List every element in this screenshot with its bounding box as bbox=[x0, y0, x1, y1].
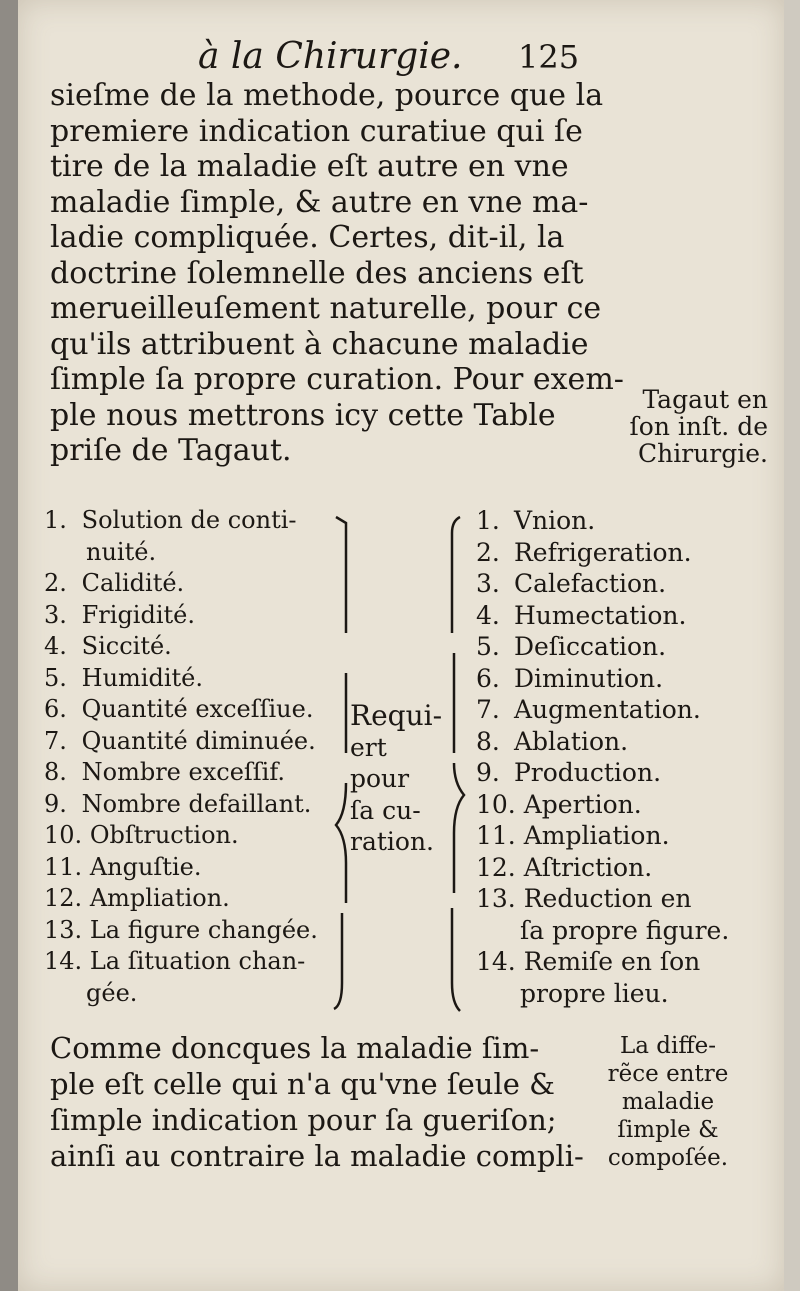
margin-note-line: La diffe- bbox=[619, 1033, 717, 1059]
item-number: 10. bbox=[44, 821, 83, 849]
text-line: ſimple ſa propre curation. Pour exem- bbox=[50, 362, 624, 397]
item-number: 11. bbox=[476, 821, 516, 850]
disease-item bbox=[44, 789, 318, 821]
cure-item bbox=[476, 757, 729, 789]
running-title: à la Chirurgie. bbox=[198, 36, 463, 77]
item-number: 2. bbox=[476, 537, 500, 567]
disease-item bbox=[44, 757, 318, 789]
item-text: Solution de conti- bbox=[81, 506, 297, 534]
disease-item bbox=[44, 820, 318, 852]
requiert-label bbox=[350, 700, 442, 858]
requiert-line: pour bbox=[350, 764, 410, 793]
margin-note-line: maladie bbox=[621, 1089, 715, 1115]
book-page bbox=[18, 0, 784, 1291]
requiert-line: ſa cu- bbox=[350, 795, 421, 825]
item-text: Anguſtie. bbox=[89, 852, 202, 881]
item-text: Siccité. bbox=[81, 632, 172, 660]
item-text: Frigidité. bbox=[81, 600, 195, 629]
text-line: ſimple indication pour ſa gueriſon; bbox=[50, 1103, 557, 1137]
cure-item bbox=[476, 600, 729, 632]
item-text: Production. bbox=[513, 758, 662, 787]
margin-note-line: Tagaut en bbox=[642, 385, 768, 414]
text-line: Comme doncques la maladie ſim- bbox=[50, 1031, 540, 1065]
item-number: 8. bbox=[44, 758, 67, 786]
cure-item bbox=[476, 820, 729, 852]
item-text: Nombre defaillant. bbox=[81, 789, 312, 818]
cure-item bbox=[476, 537, 729, 569]
cure-list bbox=[476, 505, 729, 1009]
item-number: 14. bbox=[476, 947, 516, 976]
item-number: 8. bbox=[476, 726, 500, 756]
cure-item bbox=[476, 663, 729, 695]
disease-item-continuation bbox=[44, 978, 318, 1010]
item-text: Quantité diminuée. bbox=[81, 726, 316, 755]
item-number: 13. bbox=[476, 884, 516, 913]
item-number: 2. bbox=[44, 569, 67, 597]
margin-note-difference bbox=[573, 1032, 763, 1172]
text-line: qu'ils attribuent à chacune maladie bbox=[50, 326, 589, 362]
item-text: Deſiccation. bbox=[513, 632, 667, 661]
item-number: 7. bbox=[44, 726, 67, 755]
page-header bbox=[18, 28, 784, 78]
text-line: ainſi au contraire la maladie compli- bbox=[50, 1139, 584, 1173]
right-brace-line bbox=[444, 513, 474, 1013]
item-text: Humectation. bbox=[513, 600, 687, 630]
left-page-edge bbox=[0, 0, 18, 1291]
item-text: Humidité. bbox=[81, 663, 203, 692]
requiert-line: ration. bbox=[350, 827, 434, 856]
cure-item-continuation bbox=[476, 978, 729, 1010]
item-text: Refrigeration. bbox=[513, 537, 692, 567]
disease-item bbox=[44, 663, 318, 695]
disease-item bbox=[44, 505, 318, 537]
item-text: Diminution. bbox=[513, 663, 664, 693]
item-text: Augmentation. bbox=[513, 695, 701, 724]
cure-item bbox=[476, 726, 729, 758]
disease-list bbox=[44, 505, 318, 1009]
text-line: doctrine ſolemnelle des anciens eſt bbox=[50, 255, 584, 291]
item-text: Calefaction. bbox=[513, 569, 667, 598]
disease-item bbox=[44, 600, 318, 632]
right-page-edge bbox=[784, 0, 800, 1291]
disease-item bbox=[44, 852, 318, 884]
item-text: La figure changée. bbox=[89, 915, 318, 944]
item-number: 7. bbox=[476, 695, 500, 724]
disease-item bbox=[44, 631, 318, 663]
item-number: 12. bbox=[44, 884, 83, 912]
item-number: 4. bbox=[44, 632, 67, 660]
item-text: Ablation. bbox=[513, 726, 629, 756]
disease-item bbox=[44, 946, 318, 978]
item-number: 10. bbox=[476, 789, 516, 819]
item-text: propre lieu. bbox=[520, 978, 669, 1008]
item-text: Reduction en bbox=[523, 884, 692, 913]
item-text: gée. bbox=[86, 978, 138, 1007]
item-text: nuité. bbox=[86, 537, 157, 566]
text-line: ple nous mettrons icy cette Table bbox=[50, 397, 556, 433]
item-text: Obſtruction. bbox=[89, 821, 239, 849]
item-text: ſa propre figure. bbox=[520, 915, 730, 945]
margin-note-tagaut bbox=[578, 386, 768, 467]
margin-note-line: compoſée. bbox=[607, 1145, 729, 1171]
cure-item bbox=[476, 694, 729, 726]
text-line: sieſme de la methode, pource que la bbox=[50, 78, 604, 113]
requiert-line: Requi- bbox=[350, 699, 443, 732]
cure-item bbox=[476, 946, 729, 978]
item-number: 4. bbox=[476, 600, 500, 630]
margin-note-line: rẽce entre bbox=[607, 1061, 729, 1087]
cure-item bbox=[476, 852, 729, 884]
item-text: Ampliation. bbox=[89, 884, 230, 912]
item-text: Ampliation. bbox=[523, 821, 670, 850]
cure-item bbox=[476, 568, 729, 600]
disease-item bbox=[44, 883, 318, 915]
item-text: Apertion. bbox=[523, 789, 642, 819]
cure-item bbox=[476, 631, 729, 663]
text-line: merueilleuſement naturelle, pour ce bbox=[50, 291, 602, 326]
item-text: Vnion. bbox=[513, 506, 596, 535]
text-line: tire de la maladie eſt autre en vne bbox=[50, 149, 569, 184]
item-number: 9. bbox=[476, 758, 500, 787]
cure-item bbox=[476, 883, 729, 915]
item-text: Remiſe en ſon bbox=[523, 947, 701, 976]
margin-note-line: Chirurgie. bbox=[638, 439, 768, 468]
text-line: maladie ſimple, & autre en vne ma- bbox=[50, 184, 589, 220]
item-text: Quantité exceſſiue. bbox=[81, 695, 314, 723]
item-number: 11. bbox=[44, 852, 83, 881]
item-number: 1. bbox=[476, 506, 500, 535]
disease-item bbox=[44, 694, 318, 726]
item-number: 5. bbox=[476, 632, 500, 661]
text-line: priſe de Tagaut. bbox=[50, 433, 292, 468]
item-text: Calidité. bbox=[81, 569, 185, 597]
margin-note-line: ſon inſt. de bbox=[629, 412, 768, 441]
item-text: La ſituation chan- bbox=[89, 947, 306, 975]
cure-item bbox=[476, 505, 729, 537]
item-number: 3. bbox=[44, 600, 67, 629]
cure-item bbox=[476, 789, 729, 821]
disease-item-continuation bbox=[44, 537, 318, 569]
item-number: 1. bbox=[44, 506, 67, 534]
item-number: 9. bbox=[44, 789, 67, 818]
item-number: 6. bbox=[44, 695, 67, 723]
disease-cure-table bbox=[44, 505, 764, 1025]
requiert-line: ert bbox=[350, 732, 387, 762]
text-line: premiere indication curatiue qui ſe bbox=[50, 113, 583, 149]
item-number: 12. bbox=[476, 852, 516, 882]
item-number: 13. bbox=[44, 915, 83, 944]
disease-item bbox=[44, 915, 318, 947]
item-number: 6. bbox=[476, 663, 500, 693]
disease-item bbox=[44, 568, 318, 600]
margin-note-line: ſimple & bbox=[617, 1117, 719, 1143]
item-text: Aſtriction. bbox=[523, 852, 653, 882]
item-number: 5. bbox=[44, 663, 67, 692]
item-number: 14. bbox=[44, 947, 83, 975]
cure-item-continuation bbox=[476, 915, 729, 947]
text-line: ple eſt celle qui n'a qu'vne ſeule & bbox=[50, 1067, 555, 1101]
main-paragraph bbox=[50, 78, 624, 469]
item-number: 3. bbox=[476, 569, 500, 598]
closing-paragraph bbox=[50, 1030, 590, 1174]
page-number: 125 bbox=[518, 38, 580, 76]
text-line: ladie compliquée. Certes, dit-il, la bbox=[50, 220, 565, 255]
disease-item bbox=[44, 726, 318, 758]
item-text: Nombre exceſſif. bbox=[81, 758, 285, 786]
